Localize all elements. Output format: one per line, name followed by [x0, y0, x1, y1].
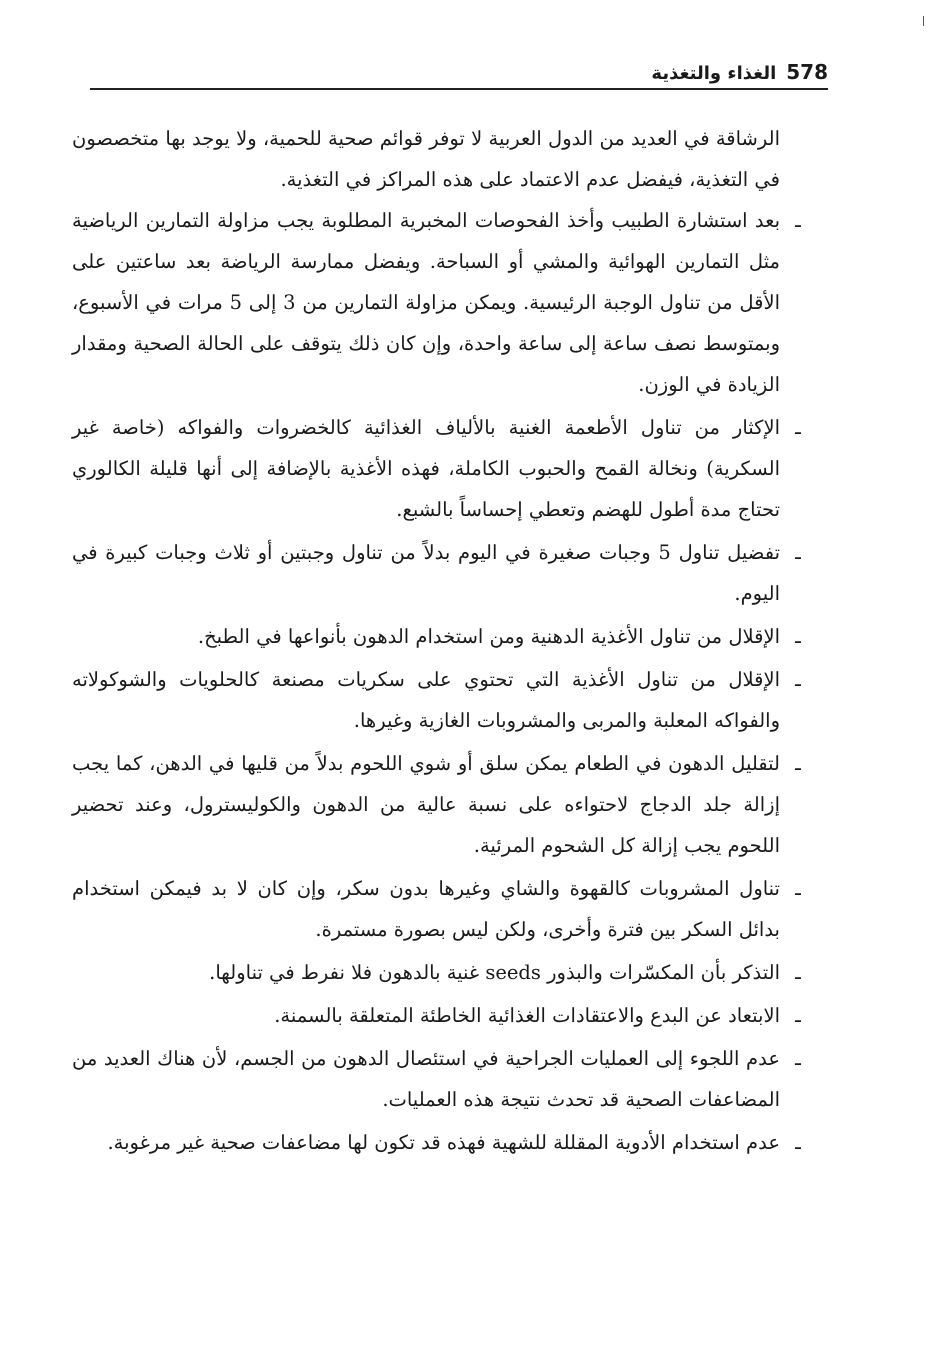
list-item: [72, 532, 810, 614]
bullet-dash: ـ: [795, 877, 801, 900]
scan-mark: [923, 16, 924, 26]
list-item-text: تفضيل تناول 5 وجبات صغيرة في اليوم بدلاً من تناول وجبتين أو ثلاث وجبات كبيرة في اليوم.: [72, 541, 780, 605]
list-item-text: الإكثار من تناول الأطعمة الغنية بالألياف الغذائية كالخضروات والفواكه (خاصة غير السكرية) ونخالة القمح والحبوب الكاملة، فهذه الأغذية بالإضافة إلى أنها قليلة الكالوري تحتاج مدة أطول للهضم وتعطي إحساساً بالشبع.: [72, 416, 780, 521]
bullet-dash: ـ: [795, 668, 801, 691]
bullet-dash: ـ: [795, 209, 801, 232]
list-item: [72, 995, 810, 1036]
list-item: [72, 1038, 810, 1120]
bullet-dash: ـ: [795, 961, 801, 984]
bullet-dash: ـ: [795, 1004, 801, 1027]
intro-paragraph: الرشاقة في العديد من الدول العربية لا توفر قوائم صحية للحمية، ولا يوجد بها متخصصون في التغذية، فيفضل عدم الاعتماد على هذه المراكز في التغذية.: [72, 127, 780, 191]
list-item-text: لتقليل الدهون في الطعام يمكن سلق أو شوي اللحوم بدلاً من قليها في الدهن، كما يجب إزالة جلد الدجاج لاحتواءه على نسبة عالية من الدهون والكوليسترول، وعند تحضير اللحوم يجب إزالة كل الشحوم المرئية.: [72, 752, 780, 857]
list-item-text: الإقلال من تناول الأغذية التي تحتوي على سكريات مصنعة كالحلويات والشوكولاته والفواكه المعلبة والمربى والمشروبات الغازية وغيرها.: [72, 668, 780, 732]
list-item-text: عدم استخدام الأدوية المقللة للشهية فهذه قد تكون لها مضاعفات صحية غير مرغوبة.: [107, 1131, 780, 1154]
list-item: [72, 868, 810, 950]
page-body: [72, 118, 810, 1165]
bullet-dash: ـ: [795, 625, 801, 648]
list-item: [72, 616, 810, 657]
list-item: [72, 200, 810, 405]
bullet-dash: ـ: [795, 416, 801, 439]
list-item: [72, 743, 810, 866]
list-item-text: بعد استشارة الطبيب وأخذ الفحوصات المخبرية المطلوبة يجب مزاولة التمارين الرياضية مثل التمارين الهوائية والمشي أو السباحة. ويفضل ممارسة الرياضة بعد ساعتين على الأقل من تناول الوجبة الرئيسية. ويمكن مزاولة التمارين من 3 إلى 5 مرات في الأسبوع، وبمتوسط نصف ساعة إلى ساعة واحدة، وإن كان ذلك يتوقف على الحالة الصحية ومقدار الزيادة في الوزن.: [72, 209, 780, 396]
bullet-dash: ـ: [795, 752, 801, 775]
list-item: [72, 952, 810, 993]
bullet-dash: ـ: [795, 1131, 801, 1154]
list-item-text: التذكر بأن المكسّرات والبذور seeds غنية بالدهون فلا نفرط في تناولها.: [209, 961, 780, 984]
list-item-text: عدم اللجوء إلى العمليات الجراحية في استئصال الدهون من الجسم، لأن هناك العديد من المضاعفات الصحية قد تحدث نتيجة هذه العمليات.: [72, 1047, 780, 1111]
page-header: [90, 54, 828, 90]
list-item: [72, 407, 810, 530]
page-number: 578: [786, 60, 828, 84]
list-item: [72, 659, 810, 741]
running-title: الغذاء والتغذية: [651, 63, 777, 84]
bullet-dash: ـ: [795, 1047, 801, 1070]
list-item-text: تناول المشروبات كالقهوة والشاي وغيرها بدون سكر، وإن كان لا بد فيمكن استخدام بدائل السكر بين فترة وأخرى، ولكن ليس بصورة مستمرة.: [72, 877, 780, 941]
bullet-dash: ـ: [795, 541, 801, 564]
list-item: [72, 1122, 810, 1163]
list-item-text: الابتعاد عن البدع والاعتقادات الغذائية الخاطئة المتعلقة بالسمنة.: [274, 1004, 780, 1027]
list-item-text: الإقلال من تناول الأغذية الدهنية ومن استخدام الدهون بأنواعها في الطبخ.: [197, 625, 780, 648]
